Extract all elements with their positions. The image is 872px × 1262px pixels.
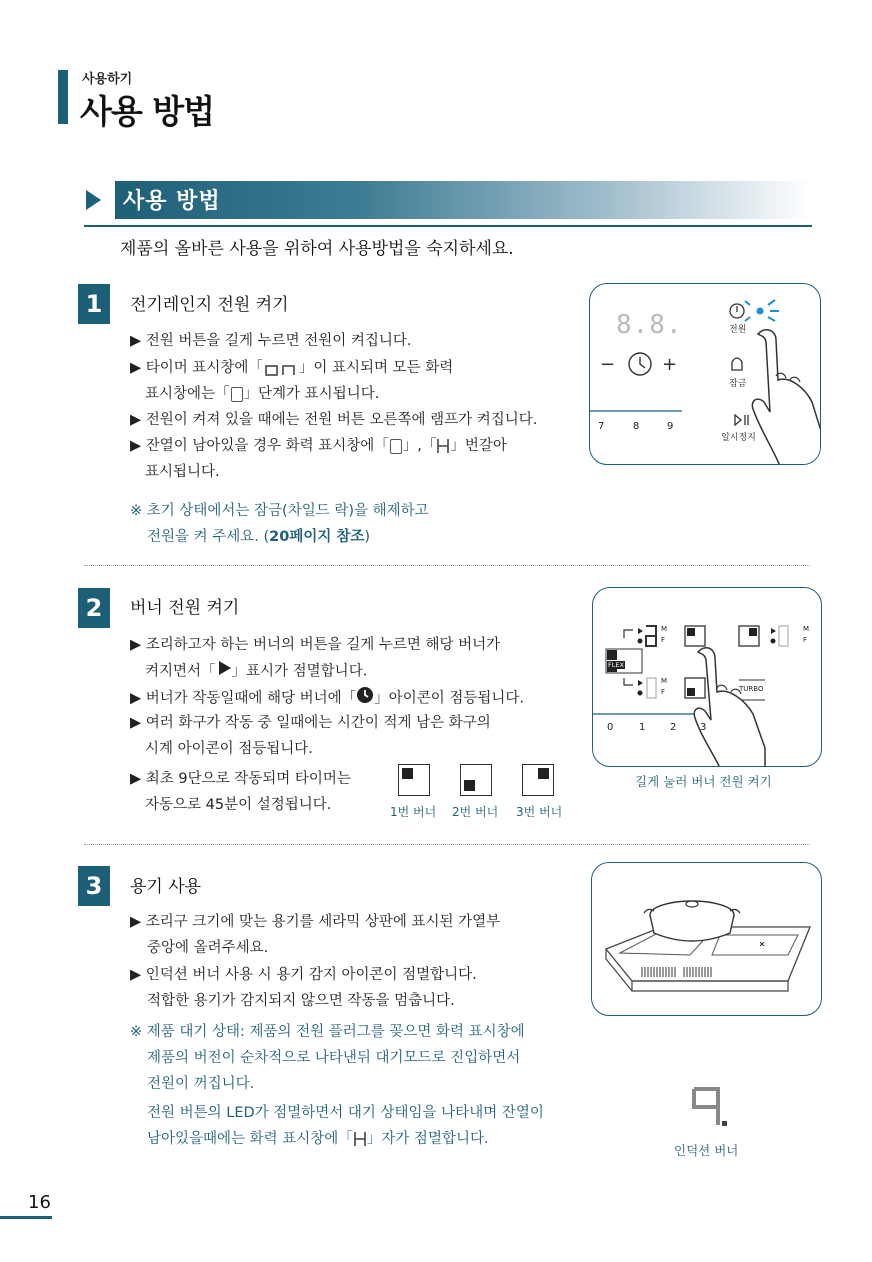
- page-reference-link[interactable]: 20페이지 참조: [269, 529, 365, 545]
- step-2-line: 켜지면서「 」표시가 점멸합니다.: [145, 660, 367, 683]
- intro-text: 제품의 올바른 사용을 위하여 사용방법을 숙지하세요.: [120, 239, 514, 259]
- lock-button-label[interactable]: 잠금: [729, 379, 747, 389]
- mode-m-label: M: [803, 625, 810, 633]
- panel-2-caption: 길게 눌러 버너 전원 켜기: [635, 774, 772, 789]
- step-2-line: ▶ 버너가 작동일때에 해당 버너에「 」아이콘이 점등됩니다.: [130, 686, 524, 711]
- step-1-number: 1: [78, 284, 110, 324]
- step-1-title: 전기레인지 전원 켜기: [130, 295, 289, 315]
- burner-2-label: 2번 버너: [452, 805, 499, 819]
- step-1-note: ※ 초기 상태에서는 잠금(차일드 락)을 해제하고: [130, 503, 429, 519]
- step-3-note: 전원 버튼의 LED가 점멸하면서 대기 상태임을 나타내며 잔열이: [147, 1105, 544, 1121]
- step-2-line: 시계 아이콘이 점등됩니다.: [145, 741, 313, 757]
- segment-8-icon: [231, 387, 243, 402]
- step-3-line: ▶ 조리구 크기에 맞는 용기를 세라믹 상판에 표시된 가열부: [130, 914, 501, 930]
- divider: [84, 844, 810, 845]
- play-icon: [216, 660, 232, 683]
- segment-h-icon: [436, 438, 450, 454]
- mode-m-label: M: [661, 677, 668, 685]
- pause-button-label[interactable]: 일시정지: [721, 433, 756, 443]
- step-3-note: 제품의 버전이 순차적으로 나타낸뒤 대기모드로 진입하면서: [147, 1050, 521, 1066]
- turbo-button[interactable]: TURBO: [739, 685, 764, 693]
- step-3-note: ※ 제품 대기 상태: 제품의 전원 플러그를 꽂으면 화력 표시창에: [130, 1024, 525, 1040]
- burner-3-icon: [522, 764, 554, 796]
- mode-f-label: F: [661, 636, 666, 644]
- step-2-line: ▶ 최초 9단으로 작동되며 타이머는: [130, 771, 351, 787]
- burner-3-label: 3번 버너: [516, 805, 563, 819]
- scale-number: 2: [670, 722, 677, 733]
- band-title: 사용 방법: [123, 189, 221, 214]
- step-1-line: ▶ 타이머 표시창에「 」이 표시되며 모든 화력: [130, 360, 454, 376]
- burner-2-icon: [460, 764, 492, 796]
- scale-number: 0: [607, 722, 614, 733]
- step-3-line: ▶ 인덕션 버너 사용 시 용기 감지 아이콘이 점멸합니다.: [130, 967, 477, 983]
- scale-number: 3: [700, 722, 707, 733]
- step-1-line: ▶ 전원이 켜져 있을 때에는 전원 버튼 오른쪽에 램프가 켜집니다.: [130, 412, 538, 428]
- step-1-line: ▶ 잔열이 남아있을 경우 화력 표시창에「 」,「 」번갈아: [130, 438, 507, 454]
- scale-number: 7: [598, 421, 605, 432]
- burner-1-icon: [398, 764, 430, 796]
- step-2-line: ▶ 여러 화구가 작동 중 일때에는 시간이 적게 남은 화구의: [130, 715, 491, 731]
- segment-8-icon: [390, 439, 402, 454]
- mode-m-label: M: [661, 625, 668, 633]
- control-panel-1: [589, 283, 821, 465]
- plus-button[interactable]: +: [662, 354, 678, 375]
- step-3-number: 3: [78, 866, 110, 906]
- scale-number: 8: [633, 421, 640, 432]
- step-3-note: 남아있을때에는 화력 표시창에「 」자가 점멸합니다.: [147, 1131, 489, 1147]
- step-3-title: 용기 사용: [130, 877, 202, 897]
- page-number: 16: [28, 1192, 51, 1213]
- display-on-icon: [263, 359, 299, 377]
- step-2-line: ▶ 조리하고자 하는 버너의 버튼을 길게 누르면 해당 버너가: [130, 637, 501, 653]
- step-2-title: 버너 전원 켜기: [130, 598, 240, 618]
- induction-caption: 인덕션 버너: [674, 1143, 739, 1158]
- timer-display: 8.8.: [616, 310, 683, 340]
- step-3-line: 중앙에 올려주세요.: [147, 940, 269, 956]
- control-panel-2: [592, 587, 822, 767]
- step-3-line: 적합한 용기가 감지되지 않으면 작동을 멈춥니다.: [147, 993, 455, 1009]
- clock-icon: [356, 686, 374, 711]
- page-number-underline: [0, 1216, 52, 1219]
- step-1-line: 표시됩니다.: [145, 464, 220, 480]
- mode-f-label: F: [803, 636, 808, 644]
- induction-segment-icon: [686, 1085, 732, 1135]
- section-label: 사용하기: [82, 72, 133, 87]
- step-3-note: 전원이 꺼집니다.: [147, 1076, 255, 1092]
- mode-f-label: F: [661, 688, 666, 696]
- flex-label: FLEX: [608, 661, 624, 669]
- band-arrow-icon: [86, 190, 101, 210]
- burner-1-label: 1번 버너: [390, 805, 437, 819]
- divider: [84, 565, 810, 566]
- minus-button[interactable]: −: [600, 354, 616, 375]
- band-underline: [84, 225, 812, 227]
- segment-h-icon: [353, 1131, 367, 1147]
- scale-number: 1: [639, 722, 646, 733]
- header-bar: [58, 70, 68, 124]
- power-button-label[interactable]: 전원: [729, 325, 747, 335]
- scale-number: 9: [667, 421, 674, 432]
- step-1-note: 전원을 켜 주세요. (20페이지 참조): [147, 529, 371, 545]
- step-1-line: 표시창에는「 」단계가 표시됩니다.: [145, 386, 380, 402]
- page-title: 사용 방법: [80, 92, 215, 131]
- step-2-line: 자동으로 45분이 설정됩니다.: [145, 797, 332, 813]
- cooktop-illustration: [591, 862, 822, 1016]
- step-2-number: 2: [78, 588, 110, 628]
- step-1-line: ▶ 전원 버튼을 길게 누르면 전원이 켜집니다.: [130, 333, 412, 349]
